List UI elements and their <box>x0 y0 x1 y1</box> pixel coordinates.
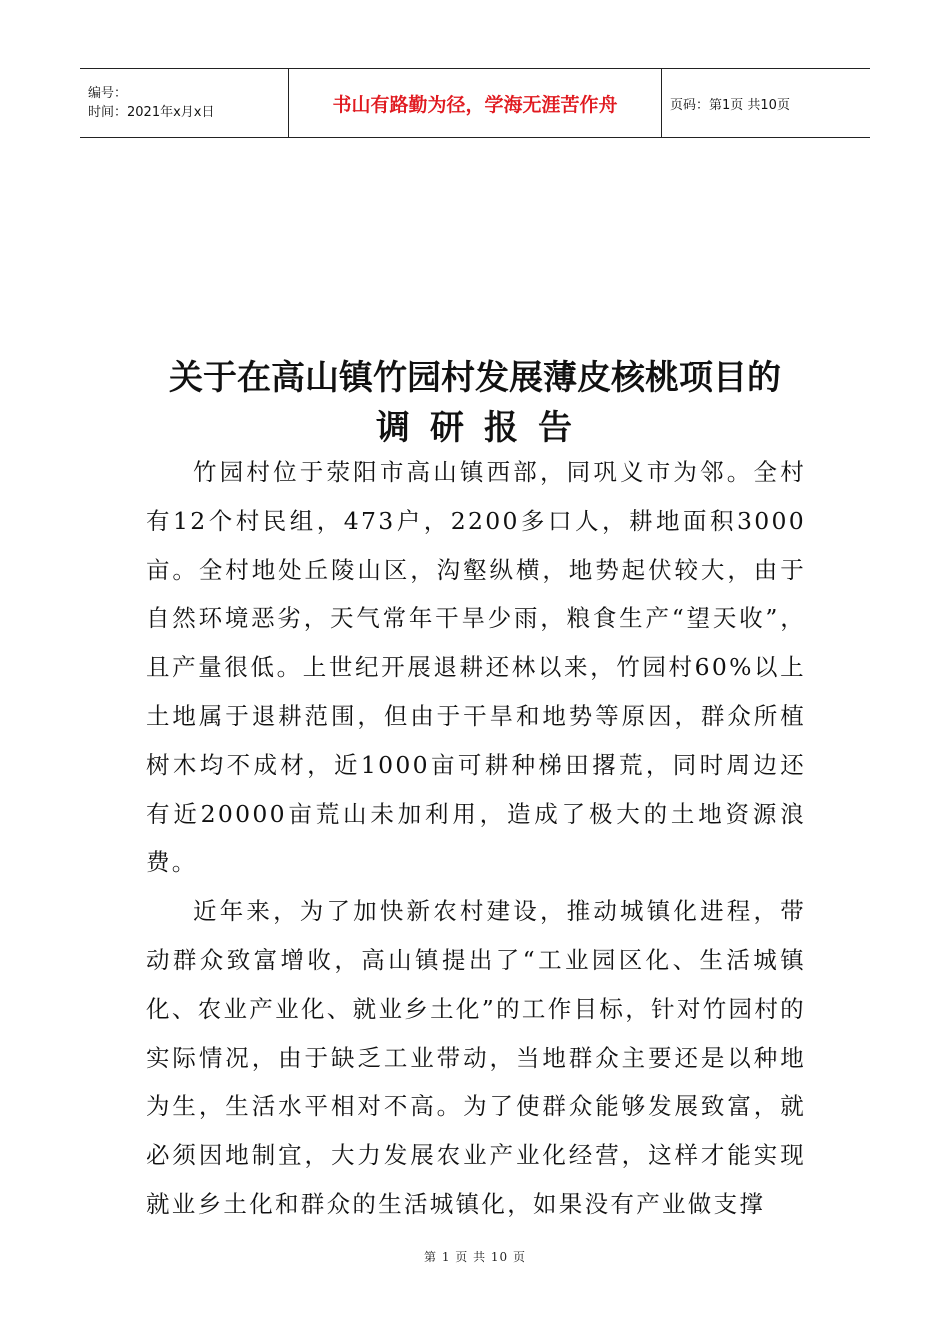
date-label: 时间：2021年x月x日 <box>88 105 215 120</box>
paragraph: 竹园村位于荥阳市高山镇西部，同巩义市为邻。全村有12个村民组，473户，2200多口人，耕地面积3000亩。全村地处丘陵山区，沟壑纵横，地势起伏较大，由于自然环境恶劣，天气常年干旱少雨，粮食生产“望天收”，且产量很低。上世纪开展退耕还林以来，竹园村60%以上土地属于退耕范围，但由于干旱和地势等原因，群众所植树木均不成材，近1000亩可耕种梯田撂荒，同时周边还有近20000亩荒山未加利用，造成了极大的土地资源浪费。 <box>146 458 806 877</box>
page-footer: 第 1 页 共 10 页 <box>424 1250 526 1264</box>
serial-number-label: 编号： <box>88 86 128 101</box>
motto-text: 书山有路勤为径，学海无涯苦作舟 <box>332 93 618 116</box>
document-header <box>80 68 870 138</box>
page-number-label: 页码：第1页 共10页 <box>670 97 790 113</box>
header-meta <box>80 69 288 137</box>
document-body <box>146 448 806 1229</box>
header-motto <box>288 69 662 137</box>
header-page-info <box>662 69 870 137</box>
document-subtitle: 调研报告 <box>376 408 592 448</box>
document-title: 关于在高山镇竹园村发展薄皮核桃项目的 <box>169 358 781 398</box>
paragraph: 近年来，为了加快新农村建设，推动城镇化进程，带动群众致富增收，高山镇提出了“工业园区化、生活城镇化、农业产业化、就业乡土化”的工作目标，针对竹园村的实际情况，由于缺乏工业带动，当地群众主要还是以种地为生，生活水平相对不高。为了使群众能够发展致富，就必须因地制宜，大力发展农业产业化经营，这样才能实现就业乡土化和群众的生活城镇化，如果没有产业做支撑 <box>146 897 806 1218</box>
